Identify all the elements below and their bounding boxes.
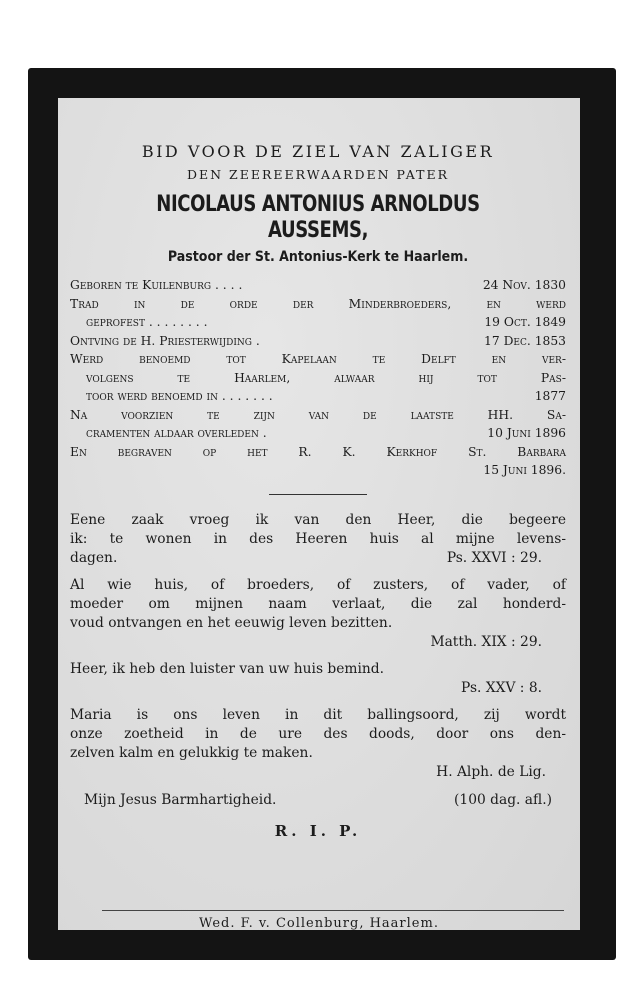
bio-line: En begraven op het R. K. Kerkhof St. Barbara xyxy=(70,444,566,459)
bio-date: 15 Juni 1896. xyxy=(483,463,566,477)
quote-reference: H. Alph. de Lig. xyxy=(436,763,546,780)
bio-line xyxy=(70,424,566,443)
scripture-quote xyxy=(70,511,566,568)
prayer-heading: BID VOOR DE ZIEL VAN ZALIGER xyxy=(141,142,495,161)
card-paper xyxy=(58,98,580,930)
printer-imprint: Wed. F. v. Collenburg, Haarlem. xyxy=(199,916,439,931)
bio-date: 19 Oct. 1849 xyxy=(484,315,566,329)
quote-line: Al wie huis, of broeders, of zusters, of vader, of xyxy=(70,576,566,593)
bio-text: toor werd benoemd in . . . . . . . xyxy=(86,389,273,403)
bio-date: 1877 xyxy=(534,389,566,403)
bio-date: 17 Dec. 1853 xyxy=(484,333,566,348)
scripture-quote xyxy=(70,660,566,698)
bio-text xyxy=(70,461,483,480)
bio-date: 10 Juni 1896 xyxy=(487,426,566,440)
quote-line: onze zoetheid in de ure des doods, door ons den- xyxy=(70,725,566,742)
scripture-quote xyxy=(70,576,566,652)
bio-line xyxy=(70,387,566,406)
invocation-text: Mijn Jesus Barmhartigheid. xyxy=(84,791,277,808)
bio-line xyxy=(70,461,566,480)
quote-line: Eene zaak vroeg ik van den Heer, die begeere xyxy=(70,511,566,528)
deceased-title: Pastoor der St. Antonius-Kerk te Haarlem. xyxy=(167,249,469,265)
bio-line xyxy=(70,313,566,332)
quote-reference: Matth. XIX : 29. xyxy=(430,633,542,650)
card-content xyxy=(70,142,566,840)
bio-line: Trad in de orde der Minderbroeders, en werd xyxy=(70,296,566,311)
bio-line xyxy=(70,332,566,351)
scripture-quote xyxy=(70,706,566,782)
bio-text: Ontving de H. Priesterwijding . xyxy=(70,333,260,348)
quote-line: ik: te wonen in des Heeren huis al mijne levens- xyxy=(70,530,566,547)
bio-line: Werd benoemd tot Kapelaan te Delft en ver- xyxy=(70,352,566,366)
bio-text: geprofest . . . . . . . . xyxy=(86,315,208,329)
indulgence-line xyxy=(70,792,566,808)
rip-text: R. I. P. xyxy=(274,821,362,840)
bio-line: volgens te Haarlem, alwaar hij tot Pas- xyxy=(86,370,566,385)
quote-line: moeder om mijnen naam verlaat, die zal honderd- xyxy=(70,595,566,612)
section-divider xyxy=(269,494,367,495)
bio-line: Na voorzien te zijn van de laatste HH. Sa- xyxy=(70,407,566,422)
bio-text: cramenten aldaar overleden . xyxy=(86,426,267,440)
quote-line: zelven kalm en gelukkig te maken. xyxy=(70,744,313,761)
bio-date: 24 Nov. 1830 xyxy=(482,278,566,292)
quote-line: voud ontvangen en het eeuwig leven bezitten. xyxy=(70,614,393,631)
bio-text: Geboren te Kuilenburg . . . . xyxy=(70,278,243,292)
printer-rule xyxy=(102,910,564,911)
quote-reference: Ps. XXV : 8. xyxy=(461,679,542,696)
deceased-name: NICOLAUS ANTONIUS ARNOLDUS AUSSEMS, xyxy=(156,192,480,243)
quote-line: Maria is ons leven in dit ballingsoord, zij wordt xyxy=(70,706,566,723)
honorific-line: DEN ZEEREERWAARDEN PATER xyxy=(186,167,450,182)
bio-line xyxy=(70,276,566,295)
quote-line: dagen. xyxy=(70,549,118,566)
memorial-card xyxy=(28,68,616,960)
quote-line: Heer, ik heb den luister van uw huis bemind. xyxy=(70,660,385,677)
quote-reference: Ps. XXVI : 29. xyxy=(446,549,542,566)
biography xyxy=(70,276,566,480)
indulgence-days: (100 dag. afl.) xyxy=(454,791,552,808)
